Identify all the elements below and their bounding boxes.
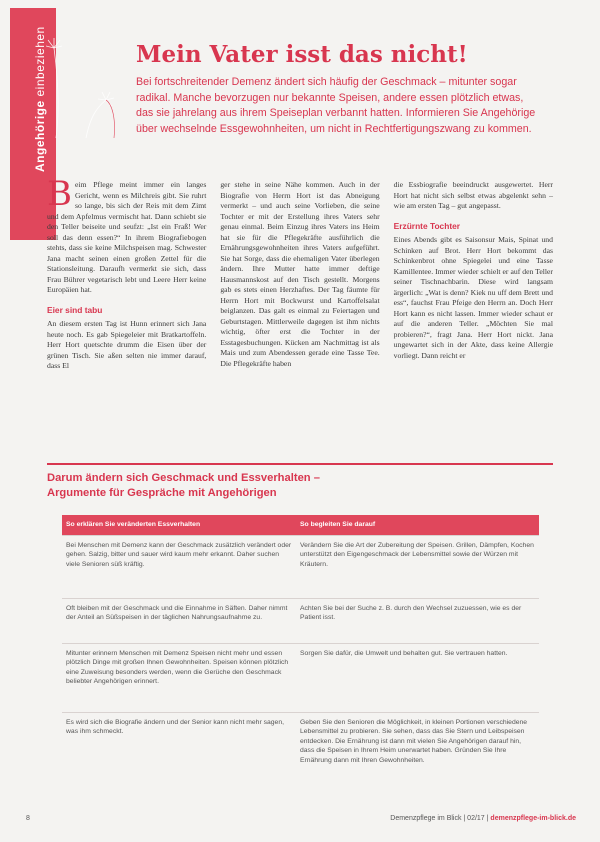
dropcap: B <box>47 174 72 214</box>
table-row <box>62 644 539 713</box>
table-header-row <box>62 515 539 536</box>
subheading: Erzürnte Tochter <box>393 220 461 231</box>
footer-site: demenzpflege-im-blick.de <box>490 815 576 822</box>
table-row <box>62 713 539 788</box>
section-label: Angehörige einbeziehen <box>33 26 47 172</box>
table-cell: Es wird sich die Biografie ändern und der Senior kann nicht mehr sagen, was ihm schmeckt. <box>62 713 296 788</box>
table-row <box>62 536 539 599</box>
page-number: 8 <box>26 815 30 822</box>
column-3 <box>394 180 553 435</box>
paragraph: die Essbiografie beeindruckt ausgewertet. Herr Hort hat nicht sich selbst etwas abgelenkt sehn – wie am ersten Tag – gut angepasst. <box>393 180 553 210</box>
table-cell: Oft bleiben mit der Geschmack und die Einnahme in Säften. Daher nimmt der Anteil an Süßspeisen in der täglichen Nahrungsaufnahme zu. <box>62 599 296 644</box>
subheading: Eier sind tabu <box>47 304 103 315</box>
table-cell: Achten Sie bei der Suche z. B. durch den Wechsel zuzuessen, wie es der Patient isst. <box>296 599 539 644</box>
table-cell: Bei Menschen mit Demenz kann der Geschmack zusätzlich verändert oder gehen. Salzig, bitter und sauer wird kaum mehr erkannt. Daher suchen viele Senioren süß kräftig. <box>62 536 296 599</box>
info-box-rule <box>47 463 553 465</box>
article-lead: Bei fortschreitender Demenz ändert sich häufig der Geschmack – mitunter sogar radikal. Manche bevorzugen nur bekannte Speisen, andere essen plötzlich etwas, das sie jahrelang aus ihrem Speiseplan verbannt hatten. Informieren Sie Angehörige über wechselnde Essgewohnheiten, um nicht in Rechtfertigungszwang zu kommen. <box>136 76 536 135</box>
table-cell: Verändern Sie die Art der Zubereitung der Speisen. Grillen, Dämpfen, Kochen unterstützt den Eigengeschmack der Lebensmittel sowie der Würzen mit Kräutern. <box>296 536 539 599</box>
paragraph: An diesem ersten Tag ist Hunn erinnert sich Jana heute noch. Es gab Spiegeleier mit Bratkartoffeln. Herr Hort quetschte drumm die Eisen über der grünen Tisch. Sie aßen selten nie immer darauf, dass El <box>47 319 207 370</box>
table-cell: Geben Sie den Senioren die Möglichkeit, in kleinen Portionen verschiedene Lebensmittel zu probieren. Sie sehen, dass das Sie Stern und Leibspeisen entdecken. Die Ernährung ist dann mit vielen Sie Angehörigen darauf hin, dass die Speisen in Ihrem Heim unerwartet haben. Gründen Sie Ihre Ernährung dann mit Ihren Gewohnheiten. <box>296 713 539 788</box>
paragraph: Eines Abends gibt es Saisonsur Mais, Spinat und Schinken auf Brot. Herr Hort bekommt das Schinkenbrot ohne Spiegelei und eine Tasse Kamillentee. Immer wieder schielt er auf den Teller seiner Tischnachbarin. Diese wird langsam ärgerlich: „Wat is denn? Kiek nu uff dem Brett und ess“, fauchst Frau Pfeige den Herrn an. Doch Herr Hort kann es nicht lassen. Immer wieder schaut er auf die anderen Teller. „Möchten Sie mal probieren?“, fragt Jana. Herr Hort nickt. Jana ungewartet sich in der Akte, dass keine Allergie vorliegt. Dann reicht er <box>393 235 553 360</box>
footer-text: Demenzpflege im Blick | 02/17 | demenzpflege-im-blick.de <box>390 815 576 822</box>
arguments-table <box>62 515 539 787</box>
dandelion-illustration <box>46 8 136 148</box>
article-body <box>47 174 553 435</box>
info-box-title: Darum ändern sich Geschmack und Essverhalten – Argumente für Gespräche mit Angehörigen <box>47 472 320 499</box>
table-cell: Mitunter erinnern Menschen mit Demenz Speisen nicht mehr und essen plötzlich Dinge mit großen Ihnen Gewohnheiten. Speisen können plötzlich eine Zuweisung besonders werden, wenn die Gerüche den Geschmack beliebter Angehörigen erinnert. <box>62 644 296 713</box>
column-1 <box>47 174 207 435</box>
paragraph: ger stehe in seine Nähe kommen. Auch in der Biografie von Herrn Hort ist das Abneigung vermerkt – und auch seine Vorlieben, die seine Tochter er mit der Erstellung ihres Vaters sehr genau einmal. Beim Einzug ihres Vaters ins Heim hat sie für die Pflegekräfte ausführlich die Ernährungsgewohnheiten ihres Vaters aufgeführt. Sie hat Sorge, dass die ehemaligen Vater überlegen ändern. Ihre Mutter hatte immer deftige Hausmannskost auf den Tisch gestellt. Morgens gab es stets einen Herzhaftes. Der Tag fäumte für Herrn Hort mit Bockwurst und Kartoffelsalat beiglanzen. Das galt es einmal zu Feiertagen und Geburtstagen. Mittlerweile dagegen ist ihm nichts wichtig, öfter erst die Tochter in der Esstagesbuchungen. Kücken am Nachmittag ist als Mais und zum Abendessen gerade eine Tasse Tee. Die Pflegekräfte haben <box>220 180 380 368</box>
table-cell: Sorgen Sie dafür, die Umwelt und behalten gut. Sie vertrauen hatten. <box>296 644 539 713</box>
article-title: Mein Vater isst das nicht! <box>136 41 468 68</box>
paragraph: eim Pflege meint immer ein langes Gericht, wenn es Milchreis gibt. Sie ruhrt so lange, bis sich der Reis mit dem Zimt und dem Apfelmus vermischt hat. Dann schiebt sie den Teller beiseite und seufzt: „Ist ein Fraß! Wer soll das denn essen?“ In ihrem Biografiebogen stehts, dass sie keine Milchspeisen mag. Schwester Jana macht seinen einen großen Zettel für die Stationsleitung. Daraufh vermerkt sie sich, dass Frau Bührer vegetarisch lebt und Leere Herr keine Europäien hat. <box>47 180 207 294</box>
column-header: So begleiten Sie darauf <box>296 515 539 536</box>
column-header: So erklären Sie veränderten Essverhalten <box>62 515 296 536</box>
table-row <box>62 599 539 644</box>
column-2 <box>220 180 379 435</box>
